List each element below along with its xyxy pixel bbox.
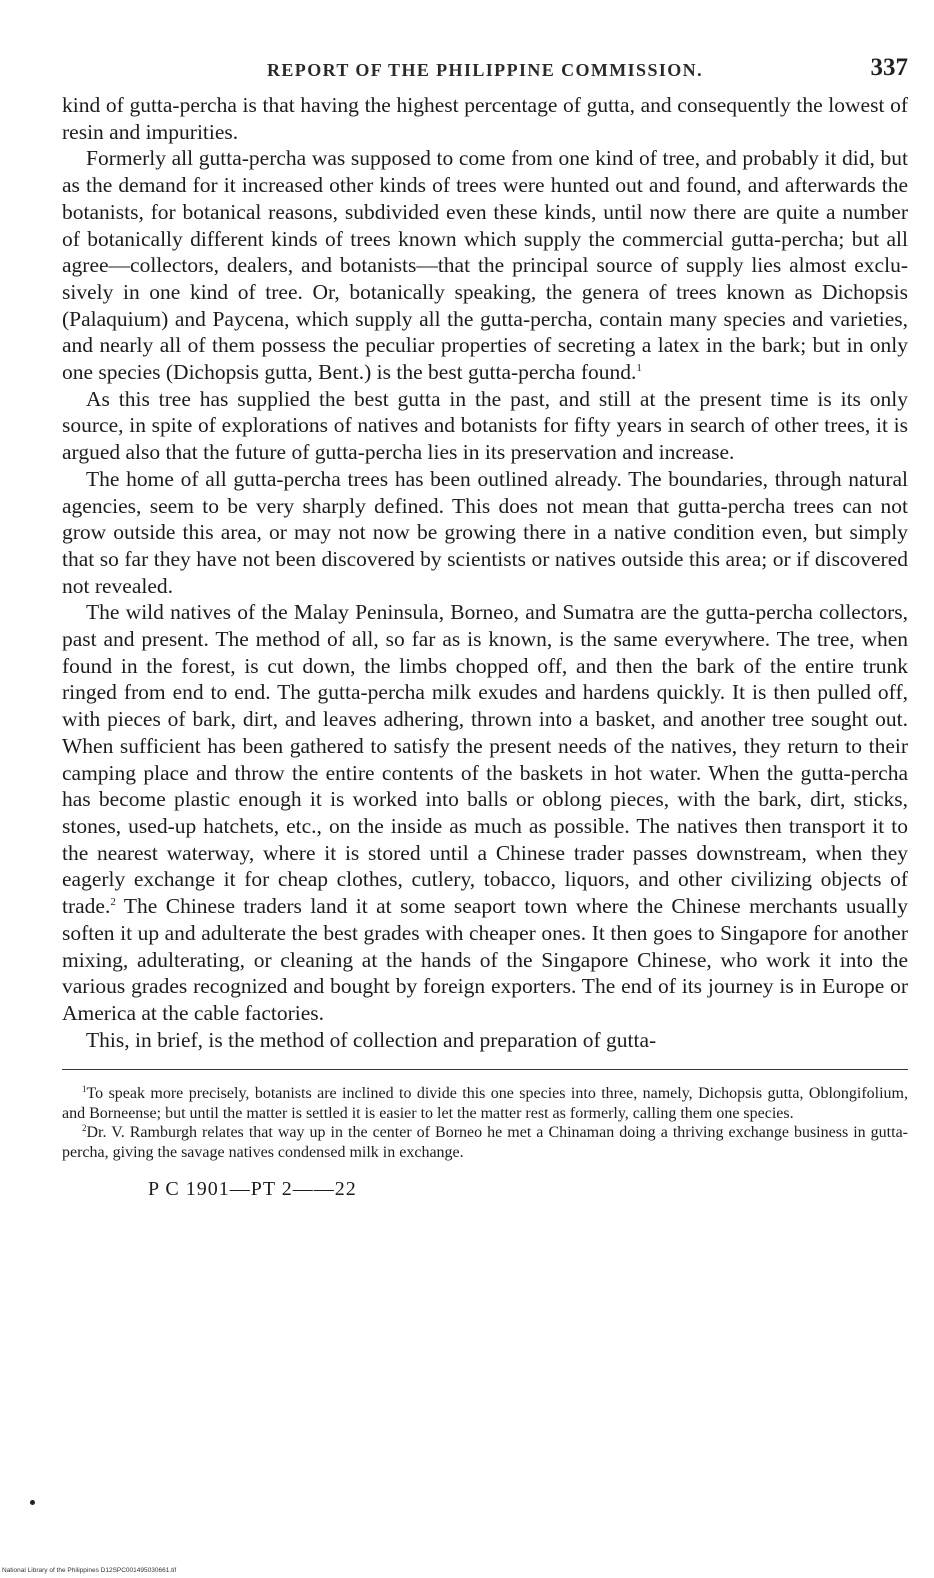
footnote-2-text: Dr. V. Ramburgh relates that way up in the center of Borneo he met a Chinaman doing a thriving exchange business in gutta-percha, giving the savage natives condensed milk in exchange. <box>62 1124 908 1161</box>
page-header <box>62 52 908 92</box>
paragraph-5-text-a: The wild natives of the Malay Peninsula, Borneo, and Sumatra are the gutta-percha collectors, past and present. The method of all, so far as is known, is the same everywhere. The tree, when found in the forest, is cut down, the limbs chopped off, and then the bark of the entire trunk ringed from end to end. The gutta-percha milk exudes and hardens quickly. It is then pulled off, with pieces of bark, dirt, and leaves adhering, thrown into a basket, and another tree sought out. When sufficient has been gathered to satisfy the present needs of the natives, they return to their camping place and throw the entire contents of the baskets in hot water. When the gutta-percha has become plastic enough it is worked into balls or oblong pieces, with the bark, dirt, sticks, stones, used-up hatchets, etc., on the inside as much as possible. The natives then transport it to the nearest waterway, where it is stored until a Chinese trader passes downstream, when they eagerly exchange it for cheap clothes, cutlery, tobacco, liquors, and other civilizing objects of trade. <box>62 600 908 919</box>
scan-dot <box>30 1500 35 1505</box>
paragraph-4-text: The home of all gutta-percha trees has been outlined already. The boundaries, through natural agencies, seem to be very sharply defined. This does not mean that gutta-percha trees can not grow outside this area, or may not now be growing there in a native condition even, but simply that so far they have not been discovered by scientists or natives outside this area; or if discovered not revealed. <box>62 466 908 598</box>
scan-label: National Library of the Philippines D12SPC001495030661.tif <box>2 1567 177 1574</box>
paragraph-3-text: As this tree has supplied the best gutta in the past, and still at the present time is its only source, in spite of explorations of natives and botanists for fifty years in search of other trees, it is argued also that the future of gutta-percha lies in its preservation and increase. <box>62 386 908 465</box>
footnote-2 <box>62 1123 908 1162</box>
paragraph-1-text: kind of gutta-percha is that having the highest percentage of gutta, and consequently the lowest of resin and impurities. <box>62 93 908 144</box>
paragraph-4 <box>62 466 908 600</box>
body-text <box>62 92 908 1053</box>
footnotes <box>62 1084 908 1162</box>
paragraph-6-text: This, in brief, is the method of collection and preparation of gutta- <box>86 1027 657 1052</box>
footnote-divider <box>62 1069 908 1070</box>
footnote-1 <box>62 1084 908 1123</box>
footnote-ref-1: 1 <box>636 362 642 375</box>
footnote-2-mark: 2 <box>82 1123 87 1134</box>
document-page <box>62 52 908 1201</box>
footnote-1-mark: 1 <box>82 1084 87 1095</box>
paragraph-2 <box>62 145 908 385</box>
paragraph-3 <box>62 386 908 466</box>
footnote-ref-2: 2 <box>110 896 116 909</box>
paragraph-6 <box>62 1027 908 1054</box>
page-number: 337 <box>870 54 908 81</box>
paragraph-1 <box>62 92 908 145</box>
paragraph-2-text: Formerly all gutta-percha was supposed to come from one kind of tree, and probably it did, but as the demand for it increased other kinds of trees were hunted out and found, and afterwards the botanists, for botanical reasons, subdivided even these kinds, until now there are quite a number of botanically different kinds of trees known which supply the commercial gutta-percha; but all agree—collectors, dealers, and botanists—that the principal source of supply lies almost exclusively in one kind of tree. Or, botanically speaking, the genera of trees known as Dichopsis (Palaquium) and Paycena, which supply all the gutta-percha, contain many species and varieties, and nearly all of them possess the peculiar properties of secreting a latex in the bark; but in only one species (Dichopsis gutta, Bent.) is the best gutta-percha found. <box>62 146 908 385</box>
paragraph-5 <box>62 599 908 1026</box>
paragraph-5-text-b: The Chinese traders land it at some seaport town where the Chinese merchants usually soften it up and adulterate the best grades with cheaper ones. It then goes to Singapore for another mixing, adulterating, or cleaning at the hands of the Singapore Chinese, who work it into the various grades recognized and bought by foreign exporters. The end of its journey is in Europe or America at the cable factories. <box>62 894 908 1025</box>
signature-mark: P C 1901—PT 2——22 <box>148 1178 357 1201</box>
footnote-1-text: To speak more precisely, botanists are inclined to divide this one species into three, namely, Dichopsis gutta, Oblongifolium, and Borneense; but until the matter is settled it is easier to let the matter rest as formerly, calling them one species. <box>62 1085 908 1122</box>
running-head: REPORT OF THE PHILIPPINE COMMISSION. <box>267 60 703 80</box>
